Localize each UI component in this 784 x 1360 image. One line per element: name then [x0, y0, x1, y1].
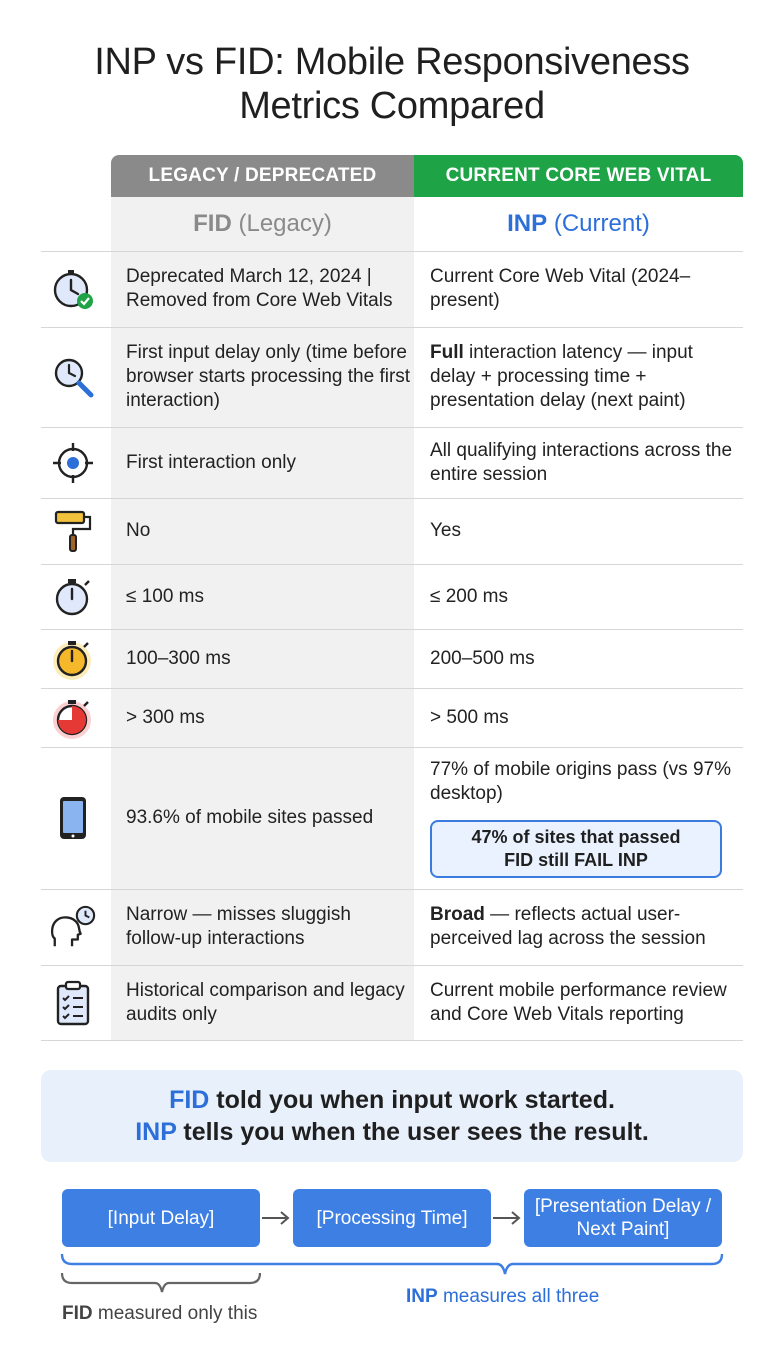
row-divider: [41, 1040, 743, 1041]
timer-needs-improvement-icon: [49, 635, 97, 683]
row-coverage-legacy: Narrow — misses sluggish follow-up interactions: [126, 904, 351, 949]
row-paint-legacy: No: [126, 520, 151, 541]
callout-line-2: FID still FAIL INP: [504, 850, 648, 870]
title-line-1: INP vs FID: Mobile Responsiveness: [94, 41, 690, 83]
row-mid-threshold-legacy: 100–300 ms: [126, 647, 231, 669]
row-paint-current: Yes: [430, 520, 461, 541]
flow-step-presentation-delay: [Presentation Delay / Next Paint]: [524, 1189, 722, 1247]
flow-step-input-delay: [Input Delay]: [62, 1189, 260, 1247]
summary-inp: INP: [135, 1118, 177, 1146]
inp-measures-label: [406, 1286, 599, 1308]
current-column-header: CURRENT CORE WEB VITAL: [414, 155, 743, 197]
scope-current-text: interaction latency — input delay + processing time + presentation delay (next paint): [430, 342, 693, 411]
summary-fid: FID: [169, 1086, 210, 1114]
legacy-metric-name: FID: [193, 210, 232, 237]
timer-good-icon: [49, 573, 97, 621]
row-use-case-legacy: Historical comparison and legacy audits only: [126, 979, 405, 1025]
row-mid-threshold-current: 200–500 ms: [430, 647, 535, 669]
row-poor-threshold-current: > 500 ms: [430, 706, 509, 728]
inp-label-bold: INP: [406, 1286, 438, 1307]
fid-measures-label: [62, 1303, 257, 1325]
summary-line-1: [169, 1084, 615, 1116]
row-good-threshold-current: ≤ 200 ms: [430, 585, 509, 607]
flow-step-processing-time: [Processing Time]: [293, 1189, 491, 1247]
scope-current-bold: Full: [430, 342, 464, 363]
fid-label-text: measured only this: [92, 1303, 258, 1324]
magnifier-clock-icon: [49, 353, 97, 401]
row-pass-rate-current: [430, 747, 743, 889]
arrow-right-icon: [493, 1212, 519, 1224]
timer-poor-icon: [49, 694, 97, 742]
title-line-2: Metrics Compared: [239, 85, 545, 127]
comparison-table: [41, 155, 743, 1041]
arrow-right-icon: [262, 1212, 288, 1224]
paint-roller-icon: [49, 507, 97, 555]
summary-banner: [41, 1070, 743, 1162]
row-pass-rate-legacy: 93.6% of mobile sites passed: [126, 807, 374, 828]
current-metric-heading: [414, 197, 743, 251]
row-poor-threshold-legacy: > 300 ms: [126, 706, 205, 728]
coverage-current-bold: Broad: [430, 904, 485, 925]
head-clock-icon: [49, 904, 97, 952]
fid-span-bracket: [62, 1273, 260, 1292]
legacy-column-header: LEGACY / DEPRECATED: [111, 155, 414, 197]
row-status-legacy: Deprecated March 12, 2024 | Removed from Core Web Vitals: [126, 266, 393, 311]
row-scope-legacy: First input delay only (time before browser starts processing the first interaction): [126, 342, 411, 411]
summary-line-2: [135, 1116, 649, 1148]
flow-connectors: [0, 1180, 784, 1310]
page-title: [0, 40, 784, 128]
row-status-current: Current Core Web Vital (2024–present): [430, 266, 691, 311]
row-interactions-current: All qualifying interactions across the entire session: [430, 439, 733, 485]
fid-inp-fail-callout: [430, 820, 722, 878]
row-scope-current: [430, 327, 743, 427]
summary-line-2-text: tells you when the user sees the result.: [176, 1118, 649, 1146]
fid-label-bold: FID: [62, 1303, 93, 1324]
target-icon: [49, 439, 97, 487]
callout-line-1: 47% of sites that passed: [471, 827, 681, 847]
stopwatch-check-icon: [49, 265, 97, 313]
summary-line-1-text: told you when input work started.: [209, 1086, 615, 1114]
smartphone-icon: [49, 794, 97, 842]
pass-rate-current-text: 77% of mobile origins pass (vs 97% desktop): [430, 759, 731, 804]
legacy-metric-tag: (Legacy): [238, 210, 332, 237]
row-coverage-current: [430, 889, 743, 965]
coverage-current-text: — reflects actual user-perceived lag across the session: [430, 904, 706, 949]
current-metric-name: INP: [507, 210, 548, 237]
current-metric-tag: (Current): [553, 210, 650, 237]
inp-span-bracket: [62, 1254, 722, 1274]
row-use-case-current: Current mobile performance review and Core Web Vitals reporting: [430, 979, 727, 1025]
clipboard-checklist-icon: [49, 979, 97, 1027]
row-good-threshold-legacy: ≤ 100 ms: [126, 585, 205, 607]
row-interactions-legacy: First interaction only: [126, 451, 297, 473]
legacy-metric-heading: [111, 197, 414, 251]
inp-label-text: measures all three: [437, 1286, 600, 1307]
